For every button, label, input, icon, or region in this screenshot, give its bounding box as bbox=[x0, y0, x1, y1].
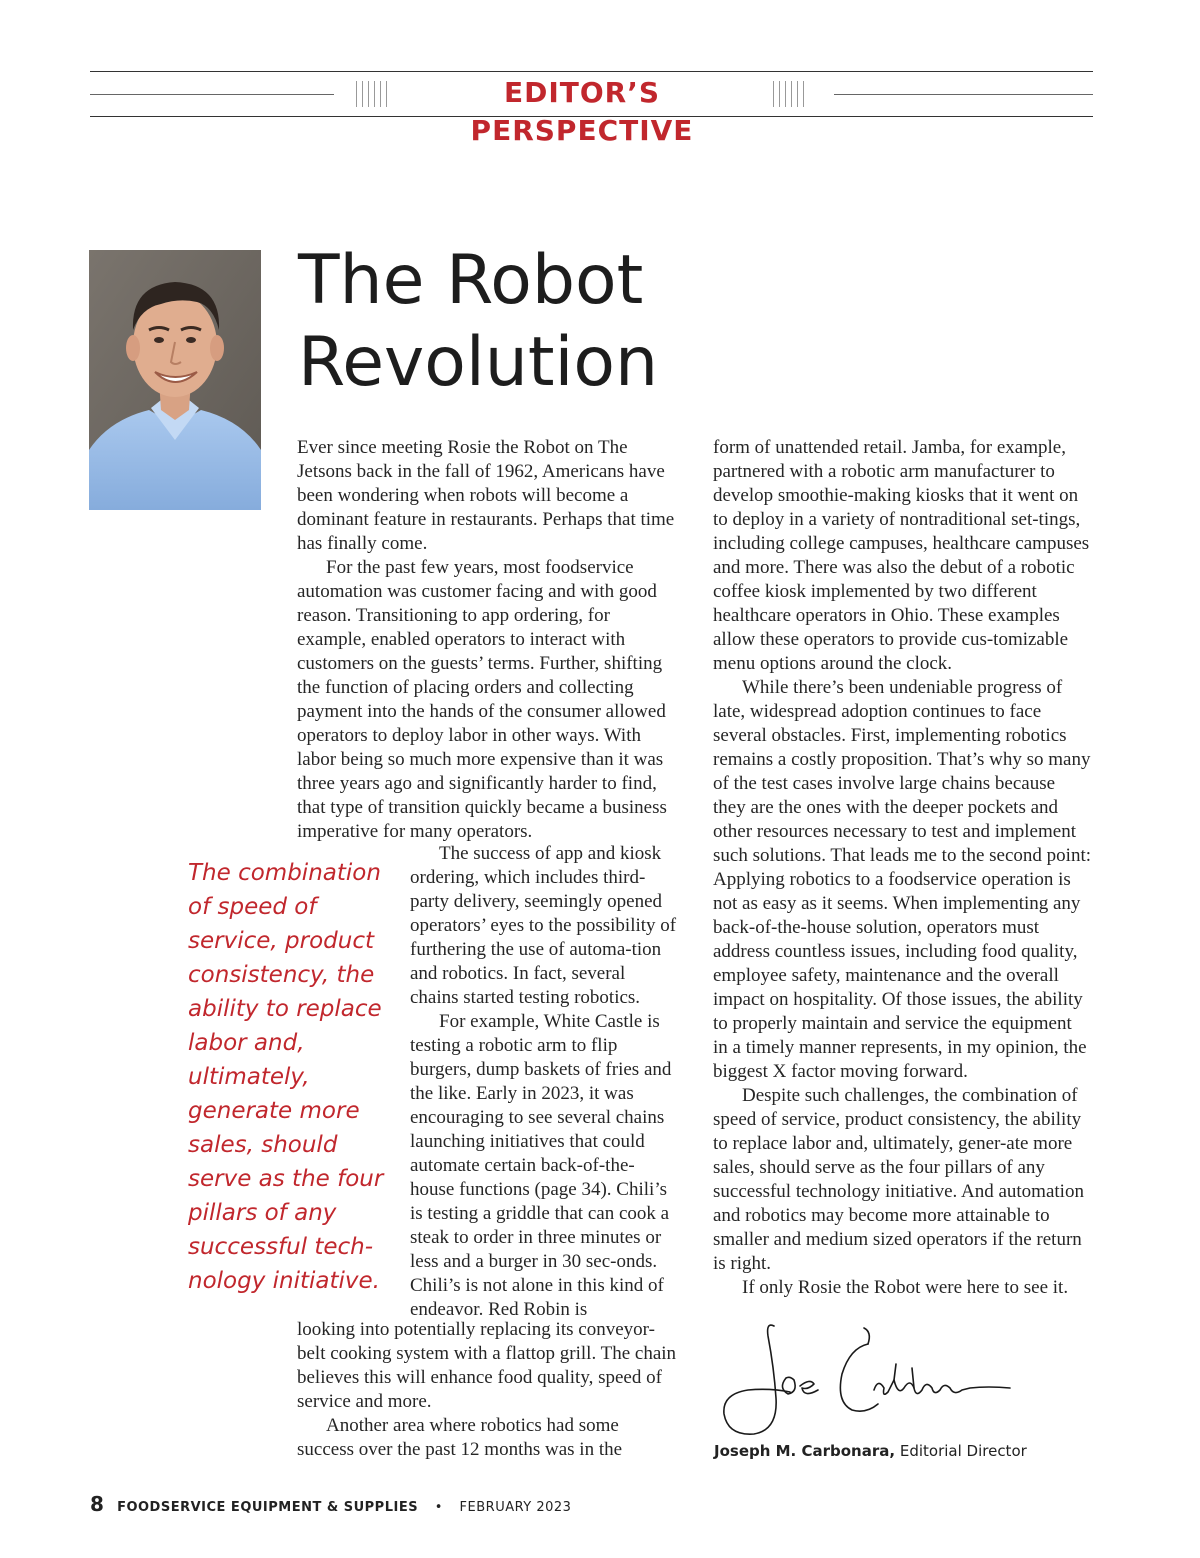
author-name: Joseph M. Carbonara, bbox=[714, 1442, 896, 1460]
byline bbox=[714, 1440, 1094, 1462]
paragraph: For example, White Castle is testing a robotic arm to flip burgers, dump baskets of fries and the like. Early in 2023, it was encouraging to see several chains launching initiatives that could automate certain back-of-the-house functions (page 34). Chili’s is testing a griddle that can cook a steak to order in three minutes or less and a burger in 30 sec-onds. Chili’s is not alone in this kind of endeavor. Red Robin is bbox=[410, 1011, 672, 1320]
column-1-narrow bbox=[410, 842, 678, 1322]
header-mid-rule-left bbox=[90, 94, 334, 95]
issue-date: FEBRUARY 2023 bbox=[459, 1500, 572, 1515]
page-footer bbox=[90, 1490, 790, 1522]
paragraph: Ever since meeting Rosie the Robot on The Jetsons back in the fall of 1962, Americans have been wondering when robots will become a dominant feature in restaurants. Perhaps that time has finally come. bbox=[297, 437, 675, 554]
footer-separator: • bbox=[434, 1500, 443, 1515]
author-photo bbox=[89, 250, 261, 510]
paragraph: While there’s been undeniable progress of late, widespread adoption continues to face several obstacles. First, implementing robotics remains a costly proposition. That’s why so many of the test cases involve large chains because they are the ones with the deeper pockets and other resources necessary to test and implement such solutions. That leads me to the second point: Applying robotics to a foodservice operation is not as easy as it seems. When implementing any back-of-the-house solution, operators must address countless issues, including food quality, employee safety, maintenance and the overall impact on hospitality. Of those issues, the ability to properly maintain and service the equipment in a timely manner represents, in my opinion, the biggest X factor moving forward. bbox=[713, 677, 1092, 1082]
section-label: EDITOR’S PERSPECTIVE bbox=[470, 76, 694, 147]
header-bottom-rule bbox=[90, 116, 1093, 117]
header-hatch-right bbox=[773, 81, 804, 107]
paragraph: Despite such challenges, the combination of speed of service, product consistency, the ability to replace labor and, ultimately, gener-ate more sales, should serve as the four pillars of any successful technology initiative. And automation and robotics may become more attainable to smaller and medium sized operators if the return is right. bbox=[713, 1085, 1084, 1274]
column-1-top bbox=[297, 436, 679, 844]
pull-quote: The combination of speed of service, product consistency, the ability to replace labor and, ultimately, generate more sales, should serve as the four pillars of any successful tech-nology initiative. bbox=[188, 860, 384, 1294]
column-2 bbox=[713, 436, 1091, 1300]
column-1-bottom bbox=[297, 1318, 679, 1462]
paragraph: The success of app and kiosk ordering, which includes third-party delivery, seemingly opened operators’ eyes to the possibility of furthering the use of automa-tion and robotics. In fact, several chains started testing robotics. bbox=[410, 843, 677, 1008]
paragraph: For the past few years, most foodservice automation was customer facing and with good reason. Transitioning to app ordering, for example, enabled operators to interact with customers on the guests’ terms. Further, shifting the function of placing orders and collecting payment into the hands of the consumer allowed operators to deploy labor in other ways. With labor being so much more expensive than it was three years ago and significantly harder to find, that type of transition quickly became a business imperative for many operators. bbox=[297, 557, 667, 842]
paragraph: If only Rosie the Robot were here to see it. bbox=[742, 1277, 1069, 1298]
page-number: 8 bbox=[90, 1492, 105, 1516]
header-hatch-left bbox=[356, 81, 387, 107]
paragraph: form of unattended retail. Jamba, for example, partnered with a robotic arm manufacturer to develop smoothie-making kiosks that it went on to deploy in a variety of nontraditional set-tings, including college campuses, healthcare campuses and more. There was also the debut of a robotic coffee kiosk implemented by two different healthcare operators in Ohio. These examples allow these operators to provide cus-tomizable menu options around the clock. bbox=[713, 437, 1090, 674]
header-top-rule bbox=[90, 71, 1093, 72]
title-line-1: The Robot bbox=[298, 241, 644, 320]
paragraph: looking into potentially replacing its conveyor-belt cooking system with a flattop grill. The chain believes this will enhance food quality, speed of service and more. bbox=[297, 1319, 677, 1412]
publication-name: FOODSERVICE EQUIPMENT & SUPPLIES bbox=[117, 1500, 419, 1515]
title-line-2: Revolution bbox=[298, 323, 659, 402]
header-mid-rule-right bbox=[834, 94, 1093, 95]
article-title bbox=[298, 240, 718, 404]
author-signature bbox=[718, 1318, 1018, 1443]
author-role: Editorial Director bbox=[899, 1442, 1027, 1460]
paragraph: Another area where robotics had some success over the past 12 months was in the bbox=[297, 1415, 623, 1460]
